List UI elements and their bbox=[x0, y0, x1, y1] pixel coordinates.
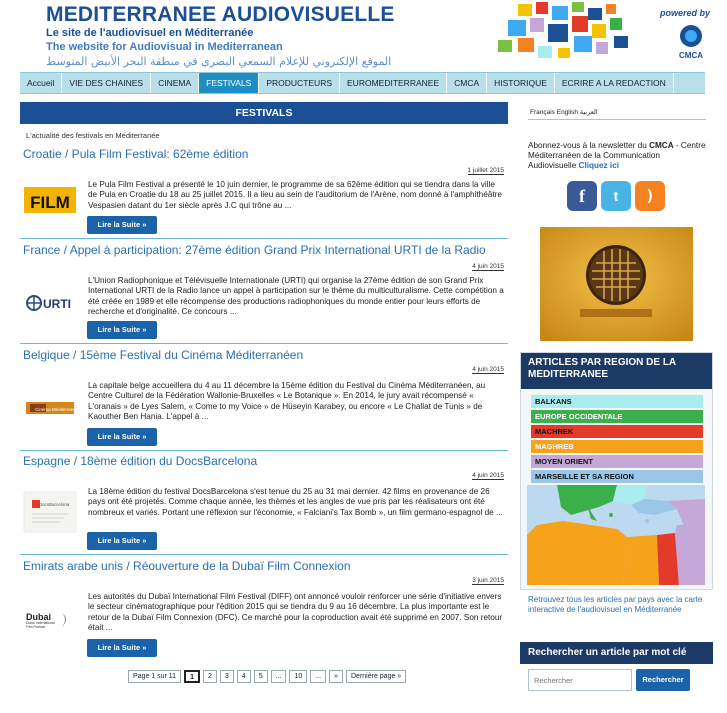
page-link[interactable]: 3 bbox=[220, 670, 234, 683]
read-more-button[interactable]: Lire la Suite » bbox=[87, 321, 157, 339]
cmca-logo-icon[interactable] bbox=[676, 22, 706, 62]
newsletter-cmca: CMCA bbox=[649, 141, 674, 150]
newsletter-text-2: - Centre Méditerranéen de la Communication Audiovisuelle bbox=[528, 141, 706, 171]
nav-item-accueil[interactable]: Accueil bbox=[20, 73, 62, 93]
article-divider bbox=[20, 343, 508, 344]
nav-item-cinema[interactable]: CINEMA bbox=[151, 73, 199, 93]
newsletter-link[interactable]: Cliquez ici bbox=[578, 161, 620, 171]
nav-item-euromediterranee[interactable]: EUROMEDITERRANEE bbox=[340, 73, 447, 93]
read-more-button[interactable]: Lire la Suite » bbox=[87, 639, 157, 657]
thumbnail-label: URTI bbox=[43, 297, 71, 311]
read-more-button[interactable]: Lire la Suite » bbox=[87, 216, 157, 234]
read-more-button[interactable]: Lire la Suite » bbox=[87, 532, 157, 550]
thumbnail-label: FILM bbox=[30, 193, 70, 212]
thumbnail-label: Dubai International Film Festival bbox=[26, 621, 55, 629]
region-marseille[interactable]: MARSEILLE ET SA REGION bbox=[531, 470, 703, 483]
site-title[interactable]: MEDITERRANEE AUDIOVISUELLE bbox=[46, 3, 395, 26]
article-title[interactable]: France / Appel à participation: 27ème édition Grand Prix International URTI de la Radio bbox=[23, 243, 486, 257]
page-ellipsis: ... bbox=[271, 670, 287, 683]
sidebar-divider bbox=[528, 119, 706, 120]
article-excerpt: L'Union Radiophonique et Télévisuelle Internationale (URTI) qui organise la 27ème édition de son Grand Prix International URTI de la Radio lance un appel à participation sur le thème du multiculturalisme. Cette compétition a été créée en 1989 et elle récompense des productions radiophoniques du monde entier pour leurs efforts de recherche et d'originalité. Ce concours ... bbox=[88, 276, 504, 316]
article-title[interactable]: Croatie / Pula Film Festival: 62ème édition bbox=[23, 147, 249, 161]
read-more-button[interactable]: Lire la Suite » bbox=[87, 428, 157, 446]
window-grille-photo bbox=[540, 227, 693, 341]
region-moyen-orient[interactable]: MOYEN ORIENT bbox=[531, 455, 703, 468]
article-date: 4 juin 2015 bbox=[472, 472, 504, 479]
regions-map-link[interactable]: Retrouvez tous les articles par pays avec la carte interactive de l'audiovisuel en Méditerranée bbox=[528, 595, 703, 614]
article-thumbnail[interactable] bbox=[24, 599, 76, 639]
mosaic-logo-icon bbox=[478, 0, 653, 68]
article-excerpt: La capitale belge accueillera du 4 au 11 décembre la 15ème édition du Festival du Cinéma Méditerranéen, au Centre Culturel de la Fédération Wallonie-Bruxelles « Le Botanique ». En 2014, le jury avait récompensé « L'oranais » de Lyes Salem, « Come to my Voice » de Hüseyin Karabey, ou encore « Le Challat de Tunis » de Kaouther Ben Hania. L'appel à ... bbox=[88, 381, 486, 421]
article-thumbnail[interactable] bbox=[24, 181, 76, 221]
search-input[interactable] bbox=[528, 669, 632, 691]
nav-item-festivals[interactable]: FESTIVALS bbox=[199, 73, 259, 93]
article-thumbnail[interactable] bbox=[24, 388, 81, 428]
article-excerpt: La 18ème édition du festival DocsBarcelona s'est tenue du 25 au 31 mai dernier. 42 films en provenance de 26 pays ont été projetés. Comme chaque année, les thèmes et les angles de vue pris par les réalisateurs ont été nombreux et variés. Portant une réflexion sur l'économie, « Falciani's Tax Bomb », un film germano-espagnol de ... bbox=[88, 487, 503, 517]
article-thumbnail[interactable] bbox=[24, 492, 76, 532]
tagline-ar: الموقع الإلكتروني للإعلام السمعي البصري في منطقة البحر الأبيض المتوسط bbox=[46, 55, 392, 68]
article-title[interactable]: Belgique / 15ème Festival du Cinéma Méditerranéen bbox=[23, 348, 304, 362]
article-title[interactable]: Emirats arabe unis / Réouverture de la Dubaï Film Connexion bbox=[23, 559, 351, 573]
article-excerpt: Les autorités du Dubaï International Film Festival (DIFF) ont annoncé vouloir renforcer une série d'initiative envers le secteur cinématographique pour l'édition 2015 qui se tiendra du 9 au 16 décembre. La plus importante est le retour de la Dubaï Film Connexion (DFC). Ce marché pour la coproduction avait été supprimé en 2007. Son retour était ... bbox=[88, 592, 503, 632]
tagline-en: The website for Audiovisual in Mediterranean bbox=[46, 41, 283, 53]
search-button[interactable]: Rechercher bbox=[636, 669, 690, 691]
page-link[interactable]: 5 bbox=[254, 670, 268, 683]
region-machrek[interactable]: MACHREK bbox=[531, 425, 703, 438]
nav-item-historique[interactable]: HISTORIQUE bbox=[487, 73, 555, 93]
svg-text:Dubai: Dubai bbox=[26, 612, 52, 622]
social-links bbox=[567, 181, 665, 211]
twitter-icon[interactable]: t bbox=[601, 181, 631, 211]
search-title: Rechercher un article par mot clé bbox=[520, 642, 713, 664]
nav-item-vie-des-chaines[interactable]: VIE DES CHAINES bbox=[62, 73, 151, 93]
article-date: 4 juin 2015 bbox=[472, 366, 504, 373]
article-divider bbox=[20, 238, 508, 239]
article-divider bbox=[20, 554, 508, 555]
nav-item-cmca[interactable]: CMCA bbox=[447, 73, 487, 93]
page-link[interactable]: 2 bbox=[203, 670, 217, 683]
newsletter-promo bbox=[528, 141, 706, 172]
region-maghreb[interactable]: MAGHREB bbox=[531, 440, 703, 453]
last-page-link[interactable]: Dernière page » bbox=[346, 670, 406, 683]
tagline-fr: Le site de l'audiovisuel en Méditerranée bbox=[46, 27, 254, 39]
language-switcher[interactable]: Français English العربية bbox=[530, 109, 598, 116]
rss-icon[interactable]: ) bbox=[635, 181, 665, 211]
nav-item-ecrire[interactable]: ECRIRE A LA REDACTION bbox=[555, 73, 674, 93]
article-thumbnail[interactable] bbox=[24, 283, 76, 323]
page-link[interactable]: 10 bbox=[289, 670, 307, 683]
next-page-link[interactable]: » bbox=[329, 670, 343, 683]
section-subtitle: L'actualité des festivals en Méditerranée bbox=[26, 131, 160, 140]
region-europe-occidentale[interactable]: EUROPE OCCIDENTALE bbox=[531, 410, 703, 423]
main-content bbox=[20, 102, 508, 140]
article-excerpt: Le Pula Film Festival a présenté le 10 juin dernier, le programme de sa 62ème édition qui se tiendra dans la ville de Pula en Croatie du 18 au 25 juillet 2015. Il a lieu au sein de l'auditorium de l'Arène, nom donné à l'amphithéâtre Vespasien datant du 1er siècle après J.C qui trône au ... bbox=[88, 180, 502, 210]
regions-title: ARTICLES PAR REGION DE LA MEDITERRANEE bbox=[521, 353, 712, 389]
article-divider bbox=[20, 450, 508, 451]
site-header bbox=[0, 0, 727, 72]
cmca-logo-text: CMCA bbox=[679, 51, 703, 60]
thumbnail-label: Cinéma Méditerranéen bbox=[35, 407, 81, 412]
page-ellipsis: ... bbox=[310, 670, 326, 683]
pagination-label: Page 1 sur 11 bbox=[128, 670, 181, 683]
article-date: 3 juin 2015 bbox=[472, 577, 504, 584]
mediterranean-map[interactable] bbox=[527, 485, 705, 585]
pagination bbox=[128, 670, 406, 683]
page-link-current[interactable]: 1 bbox=[184, 670, 200, 683]
main-nav bbox=[20, 72, 705, 94]
thumbnail-label: DocsBarcelona bbox=[38, 502, 70, 507]
newsletter-text: Abonnez-vous à la newsletter du bbox=[528, 141, 650, 150]
page-link[interactable]: 4 bbox=[237, 670, 251, 683]
powered-by-label: powered by bbox=[660, 8, 711, 18]
section-title: FESTIVALS bbox=[20, 102, 508, 124]
nav-item-producteurs[interactable]: PRODUCTEURS bbox=[259, 73, 340, 93]
article-date: 4 juin 2015 bbox=[472, 263, 504, 270]
article-date: 1 juillet 2015 bbox=[467, 167, 504, 174]
facebook-icon[interactable]: f bbox=[567, 181, 597, 211]
region-balkans[interactable]: BALKANS bbox=[531, 395, 703, 408]
article-title[interactable]: Espagne / 18ème édition du DocsBarcelona bbox=[23, 454, 258, 468]
